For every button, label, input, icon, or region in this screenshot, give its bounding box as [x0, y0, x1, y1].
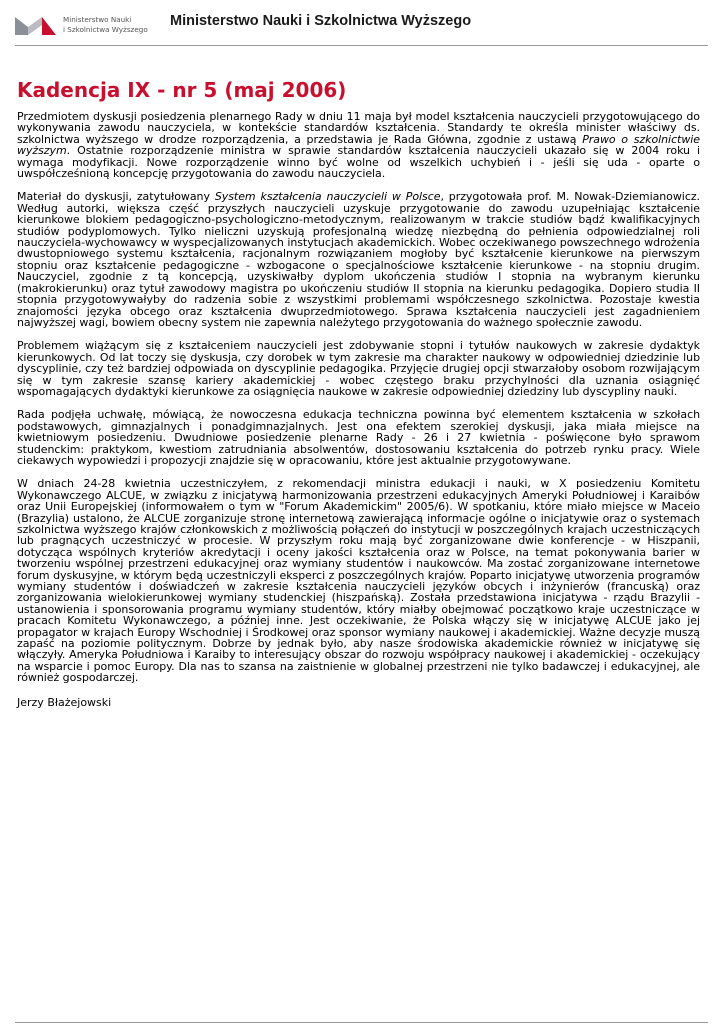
logo-text	[63, 15, 148, 35]
site-header	[0, 0, 725, 46]
p2-document-title: System kształcenia nauczycieli w Polsce	[214, 190, 441, 204]
logo-text-line2: i Szkolnictwa Wyższego	[63, 25, 148, 34]
footer-divider	[15, 1022, 708, 1023]
p1-law-title: Prawo o szkolnictwie wyższym	[17, 132, 700, 158]
article-body	[17, 111, 700, 709]
article-paragraph-3: Problemem wiążącym się z kształceniem nauczycieli jest zdobywanie stopni i tytułów naukowych w zakresie dydaktyk kierunkowych. Od lat toczy się dyskusja, czy dorobek w tym zakresie ma charakter naukowy w odpowiedniej dziedzinie lub dyscyplinie, czy też bardziej odpowiada on dyscyplinie pedagogika. Przyjęcie drugiej opcji stwarzałoby osobom rozwijającym się w tym zakresie szansę kariery akademickiej - wobec częstego braku przychylności dla uznania osiągnięć wspomagających dydaktyki kierunkowe za osiągnięcia naukowe w zakresie odpowiedniej dziedziny lub dyscypliny nauki.	[17, 339, 700, 398]
p2-text-a: Materiał do dyskusji, zatytułowany	[17, 190, 215, 204]
p2-text-b: , przygotowała prof. M. Nowak-Dziemianowicz. Według autorki, większa część przyszłych nauczycieli uzyskuje przygotowanie do zawodu uzupełniając kształcenie kierunkowe blokiem pedagogiczno-psychologiczno-metodycznym, realizowanym w trakcie studiów bądź kwalifikacyjnych studiów podyplomowych. Tylko nieliczni uzyskują profesjonalną wiedzę niezbędną do pełnienia odpowiedzialnej roli nauczyciela-wychowawcy w wyspecjalizowanych instytucjach akademickich. Wobec oczekiwanego powszechnego wdrożenia dwustopniowego systemu kształcenia, racjonalnym rozwiązaniem mogłoby być kształcenie kierunkowe na pierwszym stopniu oraz kształcenie pedagogiczne - wzbogacone o specjalnościowe kształcenie kierunkowe - na stopniu drugim. Nauczyciel, zgodnie z tą koncepcją, uzyskiwałby dyplom ukończenia studiów I stopnia na wybranym kierunku (makrokierunku) oraz tytuł zawodowy magistra po ukończeniu studiów II stopnia na kierunku pedagogika. Dopiero studia II stopnia przygotowywałyby do radzenia sobie z wszystkimi problemami współczesnego szkolnictwa. Pozostaje kwestia znajomości języka obcego oraz kształcenia dwuprzedmiotowego. Sprawa kształcenia nauczycieli jest zagadnieniem najwyższej wagi, bowiem obecny system nie zapewnia należytego przygotowania do ważnego społecznie zawodu.	[17, 190, 700, 329]
author-signature: Jerzy Błażejowski	[17, 695, 112, 709]
article-paragraph-4: Rada podjęła uchwałę, mówiącą, że nowoczesna edukacja techniczna powinna być elementem kształcenia w szkołach podstawowych, gimnazjalnych i ponadgimnazjalnych. Jest ona efektem szerokiej dyskusji, jaka miała miejsce na kwietniowym posiedzeniu. Dwudniowe posiedzenie plenarne Rady - 26 i 27 kwietnia - poświęcone było sprawom studenckim: praktykom, kwestiom zatrudniania absolwentów, dostosowaniu kształcenia do potrzeb rynku pracy. Wiele ciekawych wypowiedzi i propozycji znajdzie się w opracowaniu, które jest aktualnie przygotowywane.	[17, 408, 700, 467]
article-paragraph-5: W dniach 24-28 kwietnia uczestniczyłem, z rekomendacji ministra edukacji i nauki, w X posiedzeniu Komitetu Wykonawczego ALCUE, w związku z inicjatywą harmonizowania przestrzeni edukacyjnych Ameryki Południowej i Karaibów oraz Unii Europejskiej (informowałem o tym w "Forum Akademickim" 2005/6). W spotkaniu, które miało miejsce w Maceio (Brazylia) ustalono, że ALCUE zorganizuje stronę internetową zawierającą informacje ogólne o inicjatywie oraz o systemach szkolnictwa wyższego krajów członkowskich z możliwością połączeń do instytucji w poszczególnych krajach uczestniczących lub pragnących uczestniczyć w procesie. W przyszłym roku mają być zorganizowane dwie konferencje - w Hiszpanii, dotycząca wspólnych kryteriów akredytacji i oceny jakości kształcenia oraz w Polsce, na temat pokonywania barier w tworzeniu wspólnej przestrzeni edukacyjnej oraz wymiany studentów i naukowców. Ma zostać zorganizowane internetowe forum dyskusyjne, w którym będą uczestniczyli eksperci z poszczególnych krajów. Poparto inicjatywę utworzenia programów wymiany studentów i doświadczeń w zakresie kształcenia nauczycieli języków obcych i inżynierów (francuską) oraz zorganizowania wielokierunkowej wymiany studenckiej (hiszpańską). Została przedstawiona inicjatywa - rządu Brazylii - ustanowienia i sponsorowania programu wymiany studentów, który miałby obejmować początkowo kraje uczestniczące w pracach Komitetu Wykonawczego, a później inne. Jest oczekiwanie, że Polska włączy się w inicjatywę ALCUE jako jej propagator w krajach Europy Wschodniej i Środkowej oraz sponsor wymiany naukowej i akademickiej. Ważne decyzje muszą zapaść na poziomie politycznym. Dobrze by jednak było, aby nasze środowiska akademickie również w inicjatywę się włączyły. Ameryka Południowa i Karaiby to interesujący obszar do rozwoju współpracy naukowej i akademickiej - oczekujący na wsparcie i pomoc Europy. Dla nas to szansa na zaistnienie w globalnej przestrzeni nie tylko badawczej i edukacyjnej, ale również gospodarczej.	[17, 477, 700, 685]
site-title: Ministerstwo Nauki i Szkolnictwa Wyższego	[170, 13, 472, 29]
article-paragraph-1	[17, 111, 700, 179]
ministry-logo-icon	[15, 17, 57, 35]
header-divider	[15, 45, 708, 46]
page-title: Kadencja IX - nr 5 (maj 2006)	[17, 78, 347, 102]
ministry-logo[interactable]	[15, 13, 165, 43]
p1-text-b: . Ostatnie rozporządzenie ministra w sprawie standardów kształcenia nauczycieli ukazało się w 2004 roku i wymaga modyfikacji. Nowe rozporządzenie winno być wolne od wszelkich uchybień i - jeśli się uda - oparte o uwspółcześnioną koncepcję przygotowania do zawodu nauczyciela.	[17, 144, 700, 181]
logo-text-line1: Ministerstwo Nauki	[63, 15, 132, 24]
article-paragraph-2	[17, 191, 700, 328]
p1-text-a: Przedmiotem dyskusji posiedzenia plenarnego Rady w dniu 11 maja był model kształcenia nauczycieli przygotowującego do wykonywania zawodu nauczyciela, w kontekście standardów kształcenia. Standardy te określa minister właściwy ds. szkolnictwa wyższego w drodze rozporządzenia, a przedstawia je Rada Główna, zgodnie z ustawą	[17, 110, 700, 146]
